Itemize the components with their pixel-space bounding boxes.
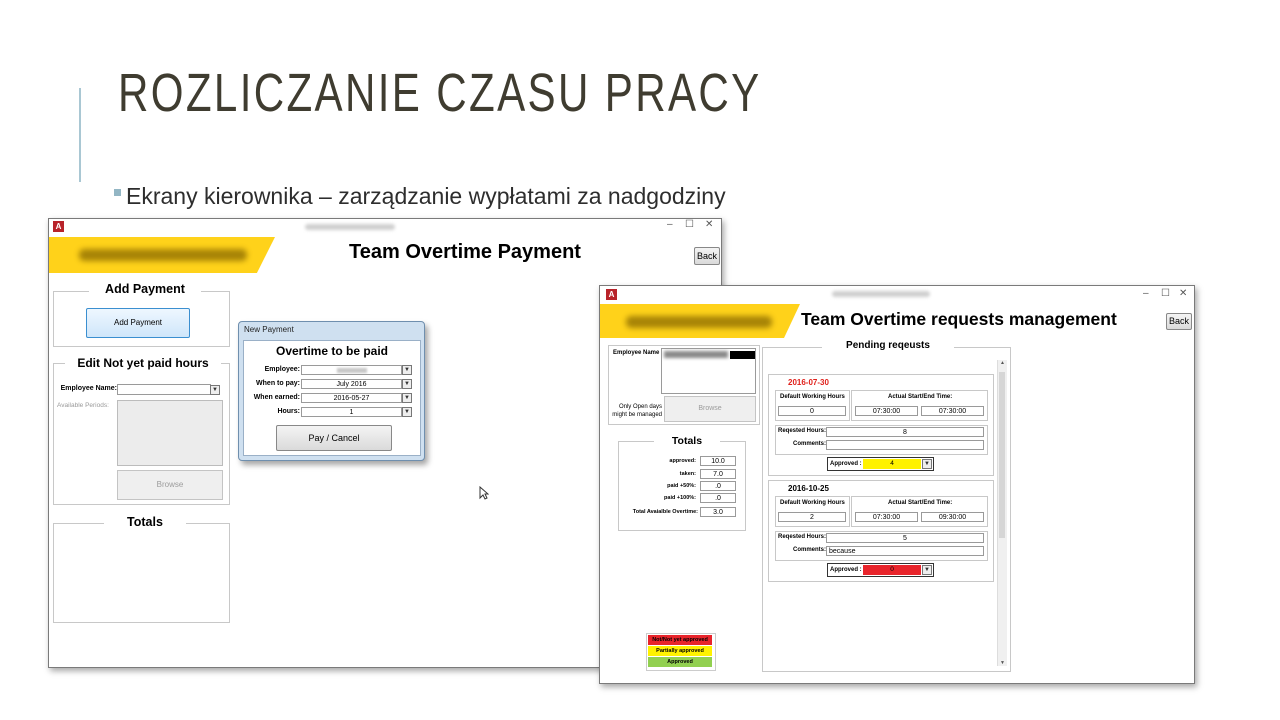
legend-not-approved: Not/Not yet approved [648, 635, 712, 645]
approved-label: Approved : [830, 567, 862, 573]
pending-requests-heading: Pending reqeusts [822, 340, 954, 351]
requested-hours-label: Reqested Hours: [777, 428, 826, 434]
pay-cancel-button[interactable]: Pay / Cancel [276, 425, 392, 451]
chevron-down-icon[interactable]: ▼ [402, 379, 412, 389]
open-days-note: Only Open days might be managed [612, 404, 662, 418]
title-bar [600, 286, 1194, 302]
employee-list[interactable] [661, 348, 756, 394]
accent-line [79, 88, 81, 182]
paid-100-label: paid +100%: [664, 495, 696, 501]
header-banner [49, 237, 275, 273]
mouse-cursor-icon [479, 486, 489, 500]
request-date: 2016-10-25 [788, 484, 829, 493]
blurred-employee-name [337, 368, 367, 373]
total-available-label: Total Avaialble Overtime: [632, 509, 698, 515]
slide-bullet: Ekrany kierownika – zarządzanie wypłatami za nadgodziny [126, 183, 726, 209]
hours-combo[interactable]: 1 [301, 407, 402, 417]
approved-value: 10.0 [700, 456, 736, 466]
chevron-down-icon[interactable]: ▼ [402, 393, 412, 403]
requests-window [599, 285, 1195, 684]
browse-button[interactable]: Browse [117, 470, 223, 500]
add-payment-heading: Add Payment [89, 282, 201, 296]
close-button[interactable]: ✕ [1179, 288, 1188, 299]
employee-name-label: Employee Name: [60, 385, 117, 392]
browse-button[interactable]: Browse [664, 396, 756, 422]
access-app-icon: A [53, 221, 64, 232]
legend-partially-approved: Partially approved [648, 646, 712, 656]
when-earned-label: When earned: [253, 394, 300, 401]
default-hours-label: Default Working Hours [780, 500, 845, 506]
requested-hours-value: 5 [826, 533, 984, 543]
total-available-value: 3.0 [700, 507, 736, 517]
available-periods-label: Available Periods: [57, 402, 109, 409]
approved-value-not[interactable]: 0 [863, 565, 921, 575]
dialog-body [243, 340, 421, 456]
comments-value[interactable]: because [826, 546, 984, 556]
totals-heading: Totals [104, 515, 186, 529]
when-earned-combo[interactable]: 2016-05-27 [301, 393, 402, 403]
paid-50-value: .0 [700, 481, 736, 491]
maximize-button[interactable]: ☐ [685, 219, 694, 230]
window-title: Team Overtime Payment [349, 241, 581, 263]
header-banner [600, 304, 800, 338]
end-time-value: 09:30:00 [921, 512, 984, 522]
minimize-button[interactable]: – [1143, 288, 1149, 299]
employee-combo[interactable] [301, 365, 402, 375]
blurred-username [79, 249, 247, 261]
comments-label: Comments: [792, 547, 826, 553]
approved-label: approved: [669, 458, 696, 464]
paid-50-label: paid +50%: [667, 483, 696, 489]
blurred-window-title [305, 224, 395, 230]
approved-value-partial[interactable]: 4 [863, 459, 921, 469]
default-hours-label: Default Working Hours [780, 394, 845, 400]
taken-value: 7.0 [700, 469, 736, 479]
default-hours-value: 2 [778, 512, 846, 522]
scrollbar-thumb[interactable] [999, 372, 1005, 538]
title-bar [49, 219, 721, 235]
maximize-button[interactable]: ☐ [1161, 288, 1170, 299]
default-hours-value: 0 [778, 406, 846, 416]
new-payment-dialog [238, 321, 425, 461]
employee-label: Employee: [264, 366, 300, 373]
back-button[interactable]: Back [694, 247, 720, 265]
chevron-down-icon[interactable]: ▼ [402, 407, 412, 417]
blurred-window-title [832, 291, 930, 297]
start-end-label: Actual Start/End Time: [888, 394, 953, 400]
access-app-icon: A [606, 289, 617, 300]
start-end-label: Actual Start/End Time: [888, 500, 953, 506]
paid-100-value: .0 [700, 493, 736, 503]
totals-group [53, 523, 230, 623]
close-button[interactable]: ✕ [705, 219, 714, 230]
blurred-username [626, 316, 772, 328]
edit-unpaid-heading: Edit Not yet paid hours [65, 356, 221, 370]
scroll-up-icon[interactable]: ▲ [1000, 360, 1005, 366]
employee-name-combo[interactable] [117, 384, 211, 395]
minimize-button[interactable]: – [667, 219, 673, 230]
chevron-down-icon[interactable]: ▼ [922, 459, 932, 469]
employee-name-label: Employee Name [613, 350, 660, 356]
approved-label: Approved : [830, 461, 862, 467]
vertical-scrollbar[interactable] [997, 360, 1007, 666]
comments-label: Comments: [792, 441, 826, 447]
when-to-pay-label: When to pay: [256, 380, 300, 387]
taken-label: taken: [679, 471, 696, 477]
start-time-value: 07:30:00 [855, 512, 918, 522]
end-time-value: 07:30:00 [921, 406, 984, 416]
available-periods-list[interactable] [117, 400, 223, 466]
slide-title: ROZLICZANIE CZASU PRACY [118, 63, 762, 123]
chevron-down-icon[interactable]: ▼ [922, 565, 932, 575]
employee-selection-bar [730, 351, 755, 359]
requested-hours-label: Reqested Hours: [777, 534, 826, 540]
chevron-down-icon[interactable]: ▼ [210, 385, 220, 395]
legend-approved: Approved [648, 657, 712, 667]
comments-value[interactable] [826, 440, 984, 450]
scroll-down-icon[interactable]: ▼ [1000, 660, 1005, 666]
bullet-marker [114, 189, 121, 196]
requested-hours-value: 8 [826, 427, 984, 437]
hours-label: Hours: [277, 408, 300, 415]
dialog-heading: Overtime to be paid [275, 344, 389, 358]
totals-heading: Totals [654, 435, 720, 447]
when-to-pay-combo[interactable]: July 2016 [301, 379, 402, 389]
window-title: Team Overtime requests management [801, 309, 1117, 329]
back-button[interactable]: Back [1166, 313, 1192, 330]
blurred-employee [664, 351, 728, 358]
add-payment-button[interactable]: Add Payment [86, 308, 190, 338]
chevron-down-icon[interactable]: ▼ [402, 365, 412, 375]
start-time-value: 07:30:00 [855, 406, 918, 416]
dialog-title: New Payment [244, 325, 294, 334]
request-date: 2016-07-30 [788, 378, 829, 387]
